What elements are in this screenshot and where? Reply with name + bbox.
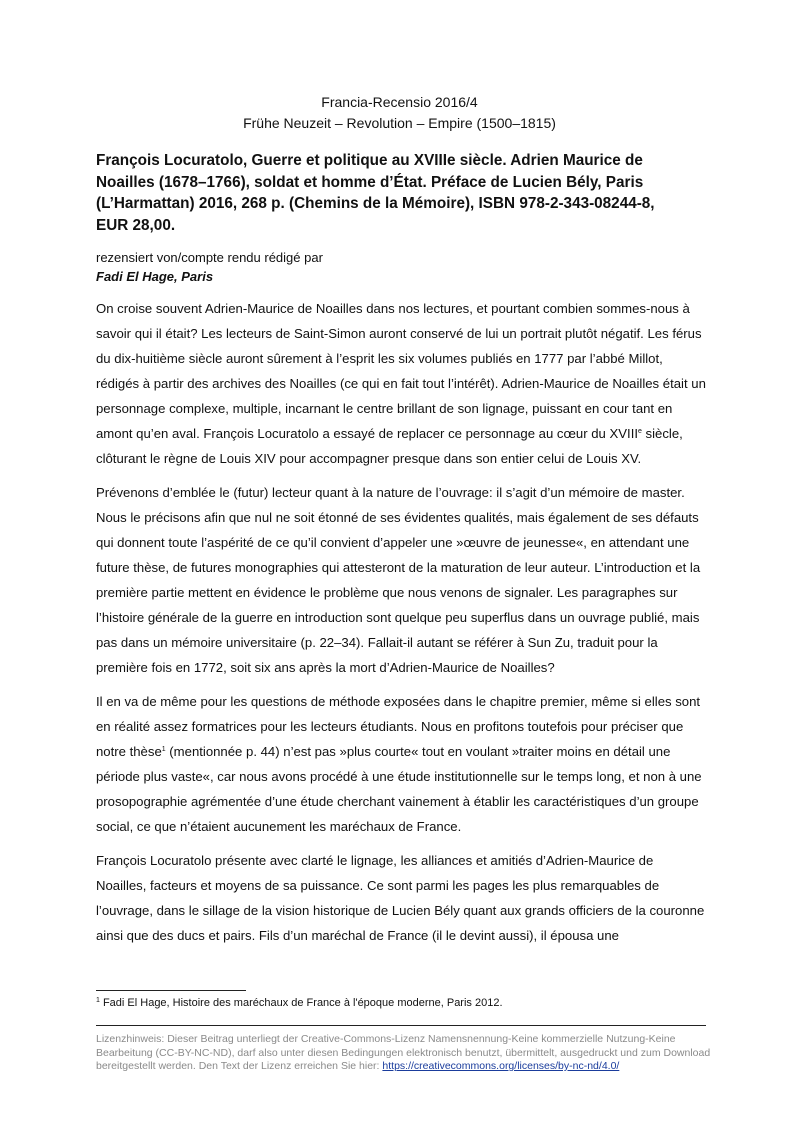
reviewer-label: rezensiert von/compte rendu rédigé par [96, 250, 323, 265]
license-separator [96, 1025, 706, 1026]
footnote-separator [96, 990, 246, 991]
footnote-ref[interactable]: 1 [161, 746, 166, 753]
reviewer-block [96, 248, 323, 286]
paragraph-text: On croise souvent Adrien-Maurice de Noailles dans nos lectures, et pourtant combien sommes-nous à savoir qui il était? Les lecteurs de Saint-Simon auront conservé de lui un portrait plutôt négatif. Les férus du dix-huitième siècle auront sûrement à l’esprit les six volumes publiés en 1777 par l’abbé Millot, rédigés à partir des archives des Noailles (ce qui en fait tout l’intérêt). Adrien-Maurice de Noailles était un personnage complexe, multiple, incarnant le centre brillant de son lignage, puissant en cour tant en amont qu’en aval. François Locuratolo a essayé de replacer ce personnage au cœur du XVIII [96, 301, 706, 441]
journal-header [0, 92, 799, 134]
superscript-e: e [638, 428, 642, 435]
review-title: François Locuratolo, Guerre et politique au XVIIIe siècle. Adrien Maurice de Noailles (1678–1766), soldat et homme d’État. Préface de Lucien Bély, Paris (L’Harmattan) 2016, 268 p. (Chemins de la Mémoire), ISBN 978-2-343-08244-8, EUR 28,00. [96, 152, 655, 234]
paragraph-text: siècle, clôturant le règne de Louis XIV pour accompagner presque dans son entier celui de Louis XV. [96, 426, 683, 466]
paragraph-2: Prévenons d’emblée le (futur) lecteur quant à la nature de l’ouvrage: il s’agit d’un mémoire de master. Nous le précisons afin que nul ne soit étonné de ses évidentes qualités, mais également de ses défauts qui donnent toute l’aspérité de ce qu’il convient d’appeler une »œuvre de jeunesse«, en attendant une future thèse, de futures monographies qui attesteront de la maturation de leur auteur. L’introduction et la première partie mettent en évidence le problème que nous venons de signaler. Les paragraphes sur l’histoire générale de la guerre en introduction sont quelque peu superflus dans un ouvrage publié, mais pas dans un mémoire universitaire (p. 22–34). Fallait-il autant se référer à Sun Zu, traduit pour la première fois en 1772, soit six ans après la mort d’Adrien-Maurice de Noailles? [96, 485, 701, 675]
license-text: Lizenzhinweis: Dieser Beitrag unterliegt der Creative-Commons-Lizenz Namensnennung-Keine kommerzielle Nutzung-Keine Bearbeitung (CC-BY-NC-ND), darf also unter diesen Bedingungen elektronisch benutzt, übermittelt, ausgedruckt und zum Download bereitgestellt werden. Den Text der Lizenz erreichen Sie hier: [96, 1033, 711, 1072]
journal-issue: Francia-Recensio 2016/4 [321, 94, 478, 110]
footnote-marker: 1 [96, 997, 100, 1004]
paragraph-3 [96, 689, 706, 839]
journal-section: Frühe Neuzeit – Revolution – Empire (1500–1815) [243, 115, 556, 131]
license-notice [96, 1033, 711, 1074]
reviewer-name: Fadi El Hage, Paris [96, 269, 214, 284]
paragraph-4: François Locuratolo présente avec clarté le lignage, les alliances et amitiés d’Adrien-Maurice de Noailles, facteurs et moyens de sa puissance. Ce sont parmi les pages les plus remarquables de l’ouvrage, dans le sillage de la vision historique de Lucien Bély quant aux grands officiers de la couronne ainsi que des ducs et pairs. Fils d’un maréchal de France (il le devint aussi), il épousa une [96, 853, 705, 943]
review-body [96, 296, 706, 957]
paragraph-text: Il en va de même pour les questions de méthode exposées dans le chapitre premier, même si elles sont en réalité assez formatrices pour les lecteurs étudiants. Nous en profitons toutefois pour préciser que notre thèse [96, 694, 701, 759]
paragraph-text: (mentionnée p. 44) n’est pas »plus courte« tout en voulant »traiter moins en détail une période plus vaste«, car nous avons procédé à une étude institutionnelle sur le temps long, et non à une prosopographie agrémentée d’une étude cherchant vainement à établir les caractéristiques d’un groupe social, ce que n’étaient aucunement les maréchaux de France. [96, 744, 702, 834]
paragraph-1 [96, 296, 706, 471]
license-link[interactable]: https://creativecommons.org/licenses/by-nc-nd/4.0/ [382, 1060, 620, 1072]
footnote-text: Fadi El Hage, Histoire des maréchaux de France à l'époque moderne, Paris 2012. [99, 997, 503, 1009]
footnote [96, 996, 706, 1010]
